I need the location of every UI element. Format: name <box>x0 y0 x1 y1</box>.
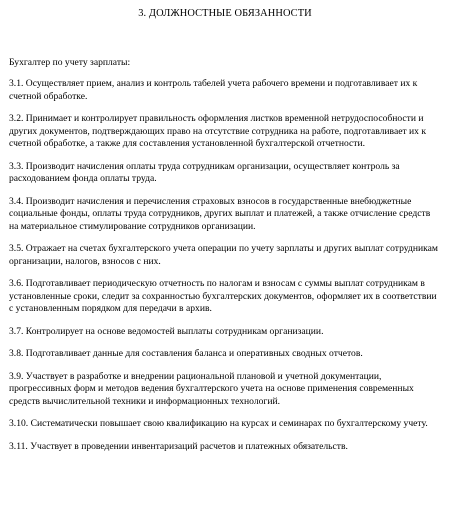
duty-item: 3.7. Контролирует на основе ведомостей выплаты сотрудникам организации. <box>9 325 324 337</box>
duty-item: 3.2. Принимает и контролирует правильность оформления листков временной нетрудоспособности и других документов, подтверждающих право на отсутствие сотрудника на работе, подготавливает их к счетной обработке, а также для составления установленной бухгалтерской отчетности. <box>9 113 427 149</box>
intro-text: Бухгалтер по учету зарплаты: <box>9 57 131 68</box>
duty-item: 3.3. Производит начисления оплаты труда сотрудникам организации, осуществляет контроль за расходованием фонда оплаты труда. <box>9 160 400 184</box>
section-title: 3. ДОЛЖНОСТНЫЕ ОБЯЗАННОСТИ <box>138 8 312 19</box>
duty-item: 3.5. Отражает на счетах бухгалтерского учета операции по учету зарплаты и других выплат сотрудникам организации, налогов, взносов с них. <box>9 243 438 267</box>
duty-item: 3.8. Подготавливает данные для составления баланса и оперативных сводных отчетов. <box>9 348 363 359</box>
duty-item: 3.1. Осуществляет прием, анализ и контроль табелей учета рабочего времени и подготавливает их к счетной обработке. <box>9 78 418 102</box>
duty-item: 3.10. Систематически повышает свою квалификацию на курсах и семинарах по бухгалтерскому учету. <box>9 418 428 429</box>
duty-item: 3.6. Подготавливает периодическую отчетность по налогам и взносам с суммы выплат сотрудникам в установленные сроки, следит за сохранностью бухгалтерских документов, оформляет их в соответствии с установленным порядком для передачи в архив. <box>9 278 437 314</box>
duty-item: 3.4. Производит начисления и перечисления страховых взносов в государственные внебюджетные социальные фонды, оплаты труда сотрудников, других выплат и платежей, а также отчисление средств на материальное стимулирование сотрудников организации. <box>9 195 431 232</box>
duty-item: 3.11. Участвует в проведении инвентаризаций расчетов и платежных обязательств. <box>9 440 348 452</box>
duty-item: 3.9. Участвует в разработке и внедрении рациональной плановой и учетной документации, прогрессивных форм и методов ведения бухгалтерского учета на основе применения современных средств вычислительной техники и информационных технологий. <box>9 370 414 407</box>
